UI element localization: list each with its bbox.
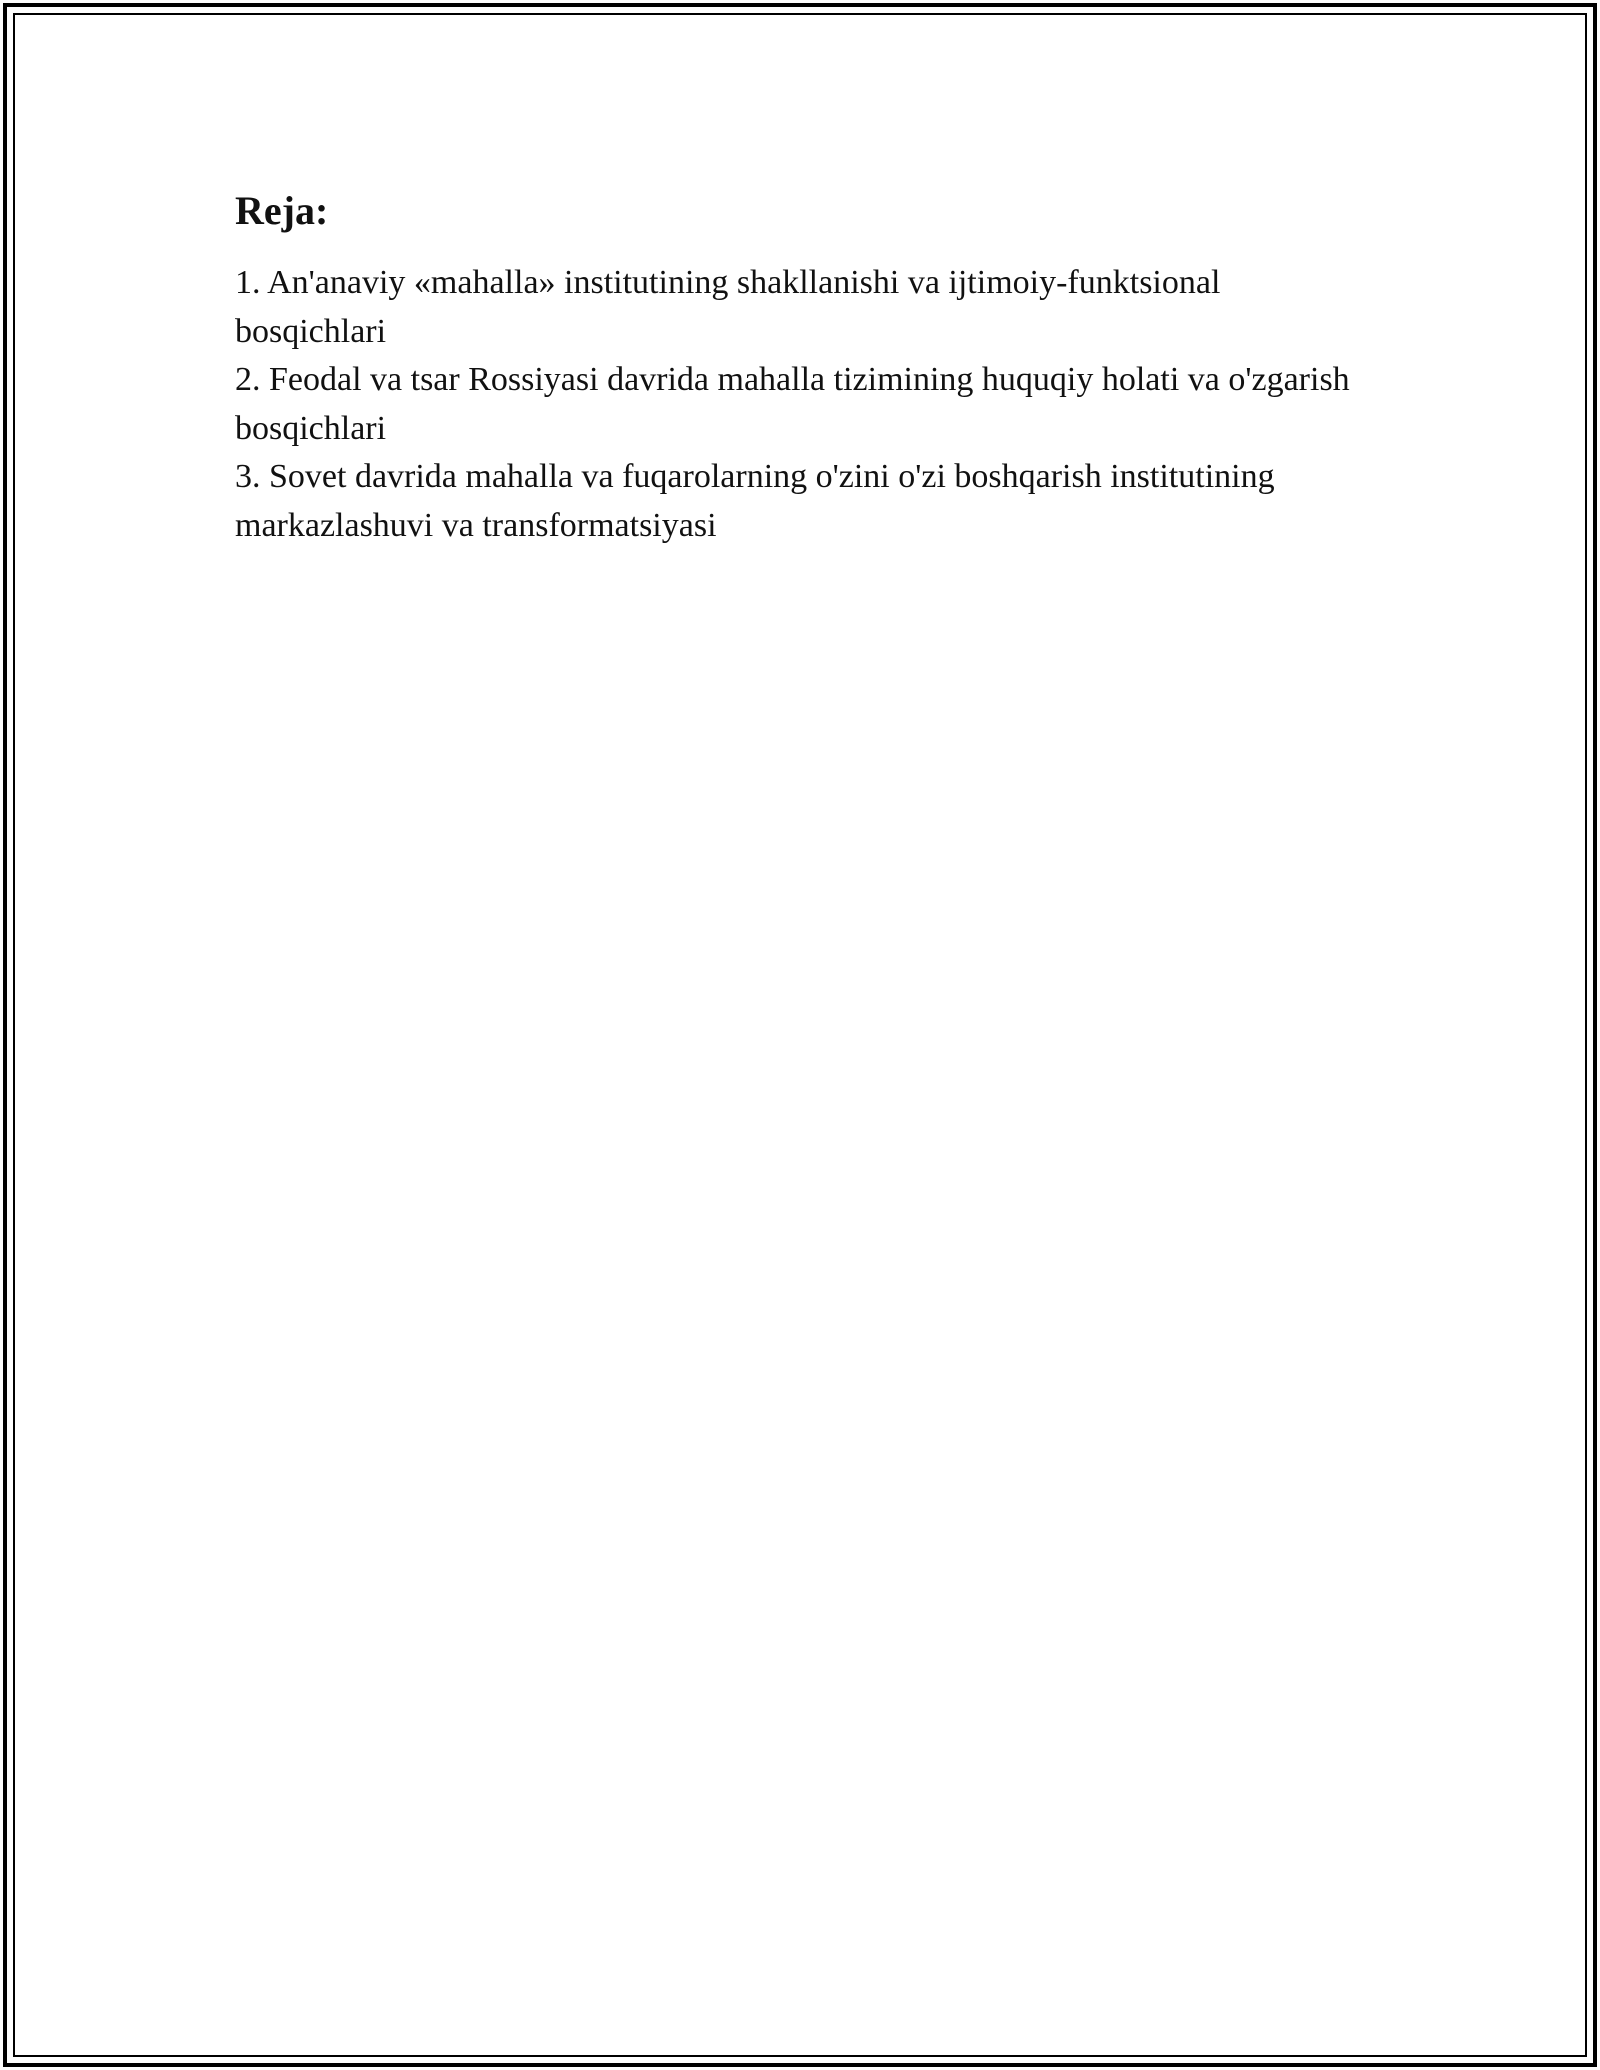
plan-heading: Reja:: [235, 188, 329, 233]
plan-item-1: 1. An'anaviy «mahalla» institutining shakllanishi va ijtimoiy-funktsional bosqichlari: [235, 264, 1221, 350]
plan-item-2: 2. Feodal va tsar Rossiyasi davrida mahalla tizimining huquqiy holati va o'zgarish bosqichlari: [235, 361, 1350, 447]
plan-item-3: 3. Sovet davrida mahalla va fuqarolarning o'zini o'zi boshqarish institutining markazlashuvi va transformatsiyasi: [235, 458, 1275, 544]
plan-list: [235, 259, 1375, 550]
page-content: [235, 185, 1375, 550]
